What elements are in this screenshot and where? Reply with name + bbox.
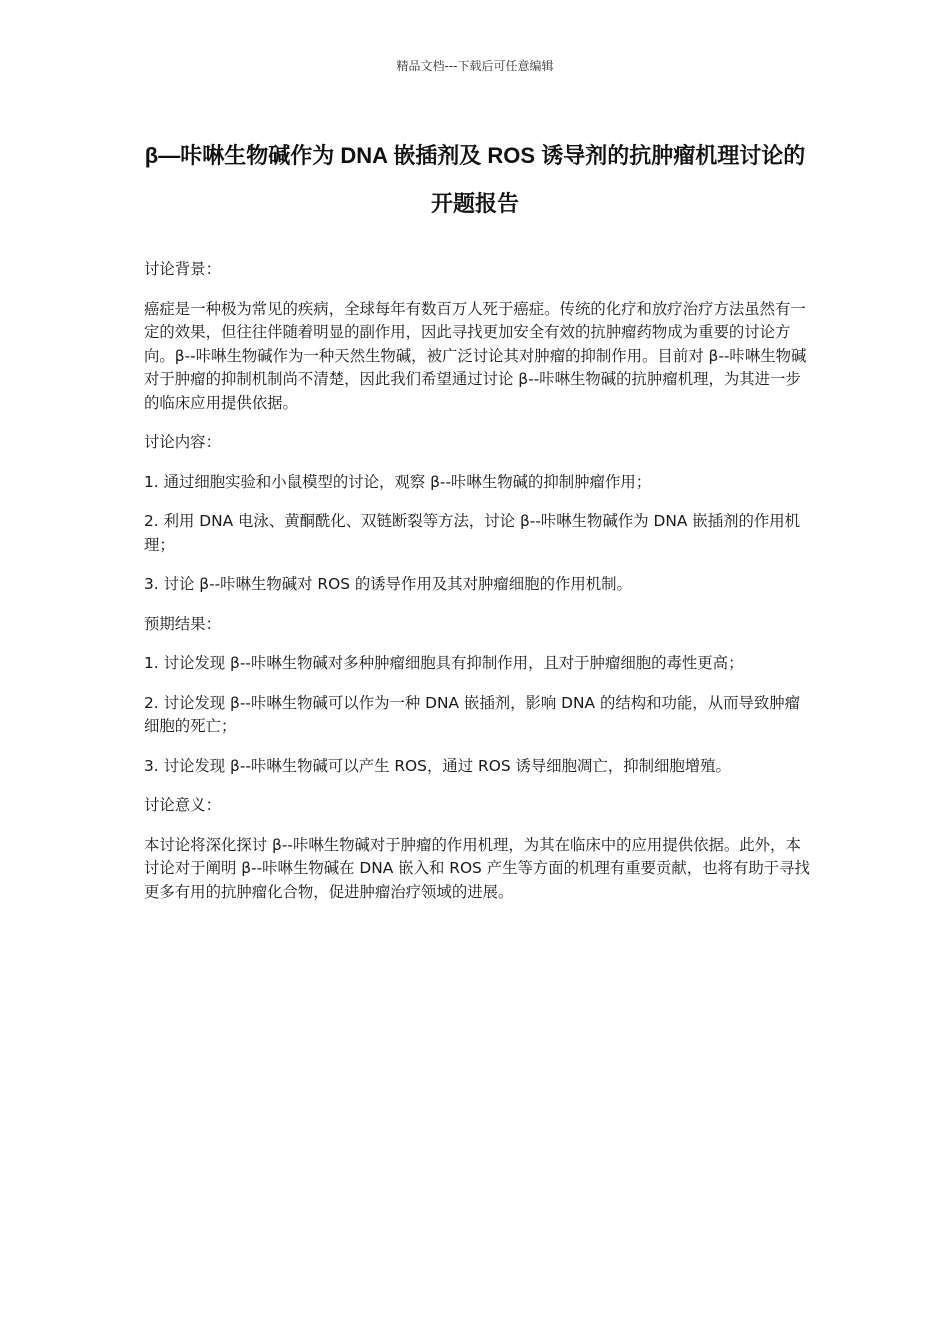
expected-item-3: 3. 讨论发现 β--咔啉生物碱可以产生 ROS，通过 ROS 诱导细胞凋亡，抑制细胞增殖。 xyxy=(144,756,731,775)
content-item-3: 3. 讨论 β--咔啉生物碱对 ROS 的诱导作用及其对肿瘤细胞的作用机制。 xyxy=(144,575,632,593)
expected-item-2: 2. 讨论发现 β--咔啉生物碱可以作为一种 DNA 嵌插剂，影响 DNA 的结构和功能，从而导致肿瘤细胞的死亡； xyxy=(144,693,801,735)
significance-paragraph: 本讨论将深化探讨 β--咔啉生物碱对于肿瘤的作用机理，为其在临床中的应用提供依据。此外，本讨论对于阐明 β--咔啉生物碱在 DNA 嵌入和 ROS 产生等方面的机理有重要贡献，也将有助于寻找更多有用的抗肿瘤化合物，促进肿瘤治疗领域的进展。 xyxy=(144,835,810,901)
content-item-2: 2. 利用 DNA 电泳、黄酮酰化、双链断裂等方法，讨论 β--咔啉生物碱作为 DNA 嵌插剂的作用机理； xyxy=(144,512,801,554)
expected-item-1: 1. 讨论发现 β--咔啉生物碱对多种肿瘤细胞具有抑制作用，且对于肿瘤细胞的毒性更高； xyxy=(144,654,744,672)
content-item-1: 1. 通过细胞实验和小鼠模型的讨论，观察 β--咔啉生物碱的抑制肿瘤作用； xyxy=(144,472,652,491)
content-heading: 讨论内容： xyxy=(144,433,221,451)
significance-heading: 讨论意义： xyxy=(144,796,221,814)
document-title: β—咔啉生物碱作为 DNA 嵌插剂及 ROS 诱导剂的抗肿瘤机理讨论的开题报告 xyxy=(144,143,806,216)
background-paragraph: 癌症是一种极为常见的疾病，全球每年有数百万人死于癌症。传统的化疗和放疗治疗方法虽然有一定的效果，但往往伴随着明显的副作用，因此寻找更加安全有效的抗肿瘤药物成为重要的讨论方向。β--咔啉生物碱作为一种天然生物碱，被广泛讨论其对肿瘤的抑制作用。目前对 β--咔啉生物碱对于肿瘤的抑制机制尚不清楚，因此我们希望通过讨论 β--咔啉生物碱的抗肿瘤机理，为其进一步的临床应用提供依据。 xyxy=(144,299,807,412)
expected-heading: 预期结果： xyxy=(144,614,221,633)
background-heading: 讨论背景： xyxy=(144,260,221,278)
running-header: 精品文档---下载后可任意编辑 xyxy=(396,59,554,73)
document-body xyxy=(144,258,814,920)
